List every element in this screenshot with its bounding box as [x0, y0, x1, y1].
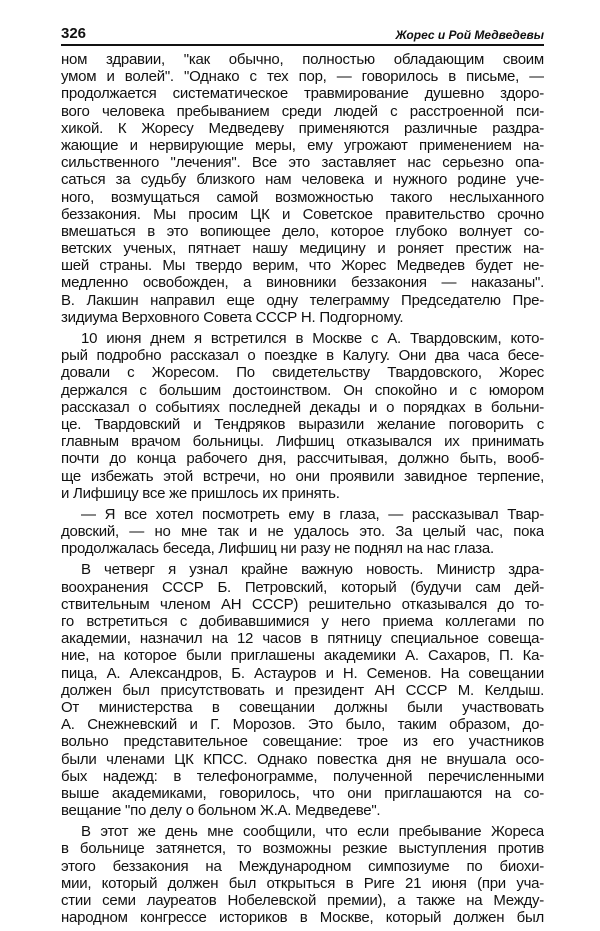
text-line: были членами ЦК КПСС. Однако повестка дня не внушала осо-: [61, 750, 544, 768]
paragraph: [61, 330, 544, 502]
text-line: беззакония. Мы просим ЦК и Советское правительство срочно: [61, 205, 544, 223]
text-line: в больнице затянется, то возможны резкие выступления против: [61, 840, 544, 858]
text-line: бых надежд: в телефонограмме, полученной перечисленными: [61, 767, 544, 785]
page-number: 326: [61, 25, 87, 42]
text-line: довали с Жоресом. По свидетельству Твардовского, Жорес: [61, 364, 544, 382]
text-line: зидиума Верховного Совета СССР Н. Подгорному.: [61, 308, 404, 326]
text-line: академии, назначил на 12 часов в пятницу специальное совеща-: [61, 630, 544, 648]
paragraph: [61, 823, 544, 926]
text-line: этого беззакония на Международном симпозиуме по биохи-: [61, 857, 544, 875]
text-line: рассказал о событиях последней декады и о порядках в больни-: [61, 398, 544, 416]
text-line: держался с большим достоинством. Он спокойно и с юмором: [61, 381, 544, 399]
text-line: умом и волей". "Однако с тех пор, — говорилось в письме, —: [61, 68, 544, 86]
text-line: мии, который должен был открыться в Риге 21 июня (при уча-: [61, 874, 544, 892]
body-text: [61, 51, 544, 926]
text-line: ветских ученых, пятнает нашу медицину и роняет престиж на-: [61, 240, 544, 258]
text-line: вольно представительное совещание: трое из его участников: [61, 733, 544, 751]
text-line: В. Лакшин направил еще одну телеграмму Председателю Пре-: [61, 291, 544, 309]
text-line: В этот же день мне сообщили, что если пребывание Жореса: [81, 823, 544, 841]
page-header: [61, 22, 544, 46]
book-page: [61, 22, 544, 926]
text-line: жающие и нервирующие меры, ему угрожают применением на-: [61, 136, 544, 154]
paragraph: [61, 506, 544, 558]
text-line: рый подробно рассказал о поездке в Калугу. Они два часа бесе-: [61, 347, 544, 365]
paragraph: [61, 51, 544, 326]
text-line: и Лифшицу все же пришлось их принять.: [61, 484, 340, 502]
text-line: вого человека пребыванием среди людей с расстроенной пси-: [61, 102, 544, 120]
text-line: — Я все хотел посмотреть ему в глаза, — рассказывал Твар-: [81, 505, 544, 523]
text-line: пица, А. Александров, Б. Астауров и Н. Семенов. На совещании: [61, 664, 544, 682]
text-line: вещание "по делу о больном Ж.А. Медведеве".: [61, 802, 381, 820]
text-line: ного, возмущаться самой возможностью такого неслыханного: [61, 188, 544, 206]
text-line: воохранения СССР Б. Петровский, который (будучи сам дей-: [61, 578, 544, 596]
text-line: довский, — но мне так и не удалось это. За целый час, пока: [61, 523, 544, 541]
text-line: це. Твардовский и Тендряков выразили желание поговорить с: [61, 415, 544, 433]
text-line: должен был присутствовать и президент АН СССР М. Келдыш.: [61, 681, 544, 699]
text-line: ние, на которое были приглашены академики А. Сахаров, П. Ка-: [61, 647, 544, 665]
text-line: саться за судьбу близкого нам человека и нужного родине уче-: [61, 171, 544, 189]
text-line: выше академиками, говорилось, что они приглашаются на со-: [61, 784, 544, 802]
text-line: шей страны. Мы твердо верим, что Жорес Медведев будет не-: [61, 257, 544, 275]
running-title: Жорес и Рой Медведевы: [395, 28, 544, 42]
paragraph: [61, 561, 544, 819]
text-line: ном здравии, "как обычно, полностью обладающим своим: [61, 51, 544, 68]
text-line: го встретиться с добивавшимися у него приема коллегами по: [61, 613, 544, 630]
text-line: ще избежать этой встречи, но они проявили завидное терпение,: [61, 467, 544, 485]
text-line: хикой. К Жоресу Медведеву применяются различные раздра-: [61, 119, 544, 137]
text-line: продолжается систематическое травмирование душевно здоро-: [61, 85, 544, 103]
text-line: почти до конца рабочего дня, рассчитывая, должно быть, вооб-: [61, 450, 544, 468]
text-line: ствительным членом АН СССР) решительно отказывался до то-: [61, 595, 544, 613]
text-line: сильственного "лечения". Все это заставляет нас серьезно опа-: [61, 154, 544, 172]
text-line: стии семи лауреатов Нобелевской премии), а также на Между-: [61, 892, 544, 909]
text-line: В четверг я узнал крайне важную новость. Министр здра-: [81, 561, 544, 579]
text-line: главным врачом больницы. Лифшиц отказывался их принимать: [61, 433, 544, 451]
text-line: продолжалась беседа, Лифшиц ни разу не поднял на нас глаза.: [61, 540, 494, 558]
text-line: 10 июня днем я встретился в Москве с А. Твардовским, кото-: [81, 330, 544, 347]
text-line: народном конгрессе историков в Москве, который должен был: [61, 909, 544, 927]
text-line: А. Снежневский и Г. Морозов. Это было, таким образом, до-: [61, 716, 544, 734]
text-line: медленно освобожден, а виновники беззакония — наказаны".: [61, 274, 544, 292]
text-line: вмешаться в это вопиющее дело, которое глубоко волнует со-: [61, 222, 544, 240]
text-line: От министерства в совещании должны были участвовать: [61, 698, 544, 716]
